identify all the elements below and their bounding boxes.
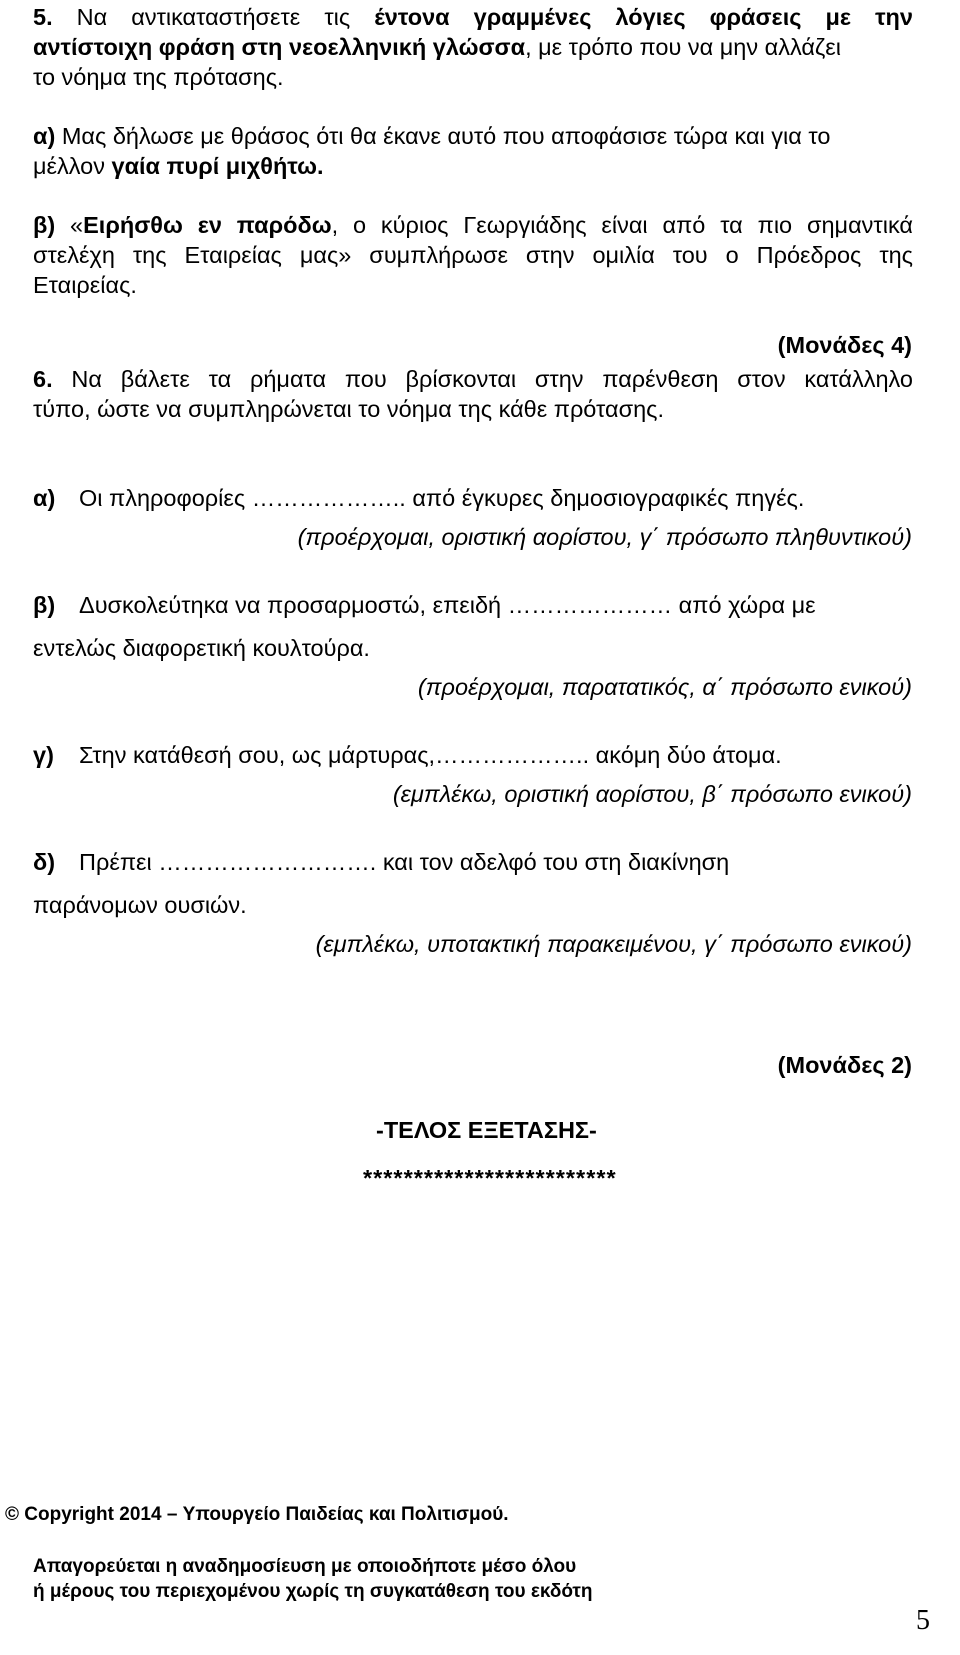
q5-item-b-line3: Εταιρείας. (33, 272, 137, 298)
q5-units: (Μονάδες 4) (777, 332, 912, 358)
q6-item-a: α) Οι πληροφορίες ……………….. από έγκυρες δημοσιογραφικές πηγές. (33, 485, 805, 511)
q6-item-b-hint: (προέρχομαι, παρατατικός, α΄ πρόσωπο ενικού) (417, 674, 912, 700)
q6-item-b-line2: εντελώς διαφορετική κουλτούρα. (33, 635, 370, 661)
end-stars: ************************* (363, 1165, 617, 1191)
q5-item-b-line2: στελέχη της Εταιρείας μας» συμπλήρωσε στην ομιλία του ο Πρόεδρος της (33, 242, 913, 268)
q6-item-c: γ) Στην κατάθεσή σου, ως μάρτυρας,……………….. ακόμη δύο άτομα. (33, 742, 782, 768)
q5-number: 5. (33, 4, 53, 30)
q6-item-d-hint: (εμπλέκω, υποτακτική παρακειμένου, γ΄ πρόσωπο ενικού) (315, 931, 912, 957)
page-number: 5 (916, 1605, 930, 1636)
footer-line-2: ή μέρους του περιεχομένου χωρίς τη συγκατάθεση του εκδότη (33, 1581, 593, 1602)
q6-item-a-hint: (προέρχομαι, οριστική αορίστου, γ΄ πρόσωπο πληθυντικού) (297, 524, 912, 550)
q6-item-c-hint: (εμπλέκω, οριστική αορίστου, β΄ πρόσωπο ενικού) (392, 781, 912, 807)
copyright-notice: © Copyright 2014 – Υπουργείο Παιδείας και Πολιτισμού. (5, 1504, 509, 1525)
q6-item-d-line2: παράνομων ουσιών. (33, 892, 247, 918)
q5-item-b-line1: β) «Ειρήσθω εν παρόδω, ο κύριος Γεωργιάδης είναι από τα πιο σημαντικά (33, 212, 913, 238)
q6-intro-line2: τύπο, ώστε να συμπληρώνεται το νόημα της κάθε πρότασης. (33, 396, 665, 422)
q6-item-b-line1: β) Δυσκολεύτηκα να προσαρμοστώ, επειδή ………………… από χώρα με (33, 592, 816, 618)
q6-units: (Μονάδες 2) (777, 1052, 912, 1078)
q5-item-a-line2: μέλλον γαία πυρί μιχθήτω. (33, 153, 324, 179)
q6-item-d-line1: δ) Πρέπει ………………………. και τον αδελφό του στη διακίνηση (33, 849, 730, 875)
q5-intro-line3: το νόημα της πρότασης. (33, 64, 284, 90)
q5-intro-line1: 5. Να αντικαταστήσετε τις έντονα γραμμένες λόγιες φράσεις με την (33, 4, 913, 30)
q5-intro-line2: αντίστοιχη φράση στη νεοελληνική γλώσσα, με τρόπο που να μην αλλάζει (33, 34, 841, 60)
q6-number: 6. (33, 366, 53, 392)
q5-item-a-line1: α) Μας δήλωσε με θράσος ότι θα έκανε αυτό που αποφάσισε τώρα και για το (33, 123, 831, 149)
q6-intro-line1: 6. Να βάλετε τα ρήματα που βρίσκονται στην παρένθεση στον κατάλληλο (33, 366, 913, 392)
footer-line-1: Απαγορεύεται η αναδημοσίευση με οποιοδήποτε μέσο όλου (33, 1556, 577, 1577)
end-title: -ΤΕΛΟΣ ΕΞΕΤΑΣΗΣ- (376, 1117, 597, 1143)
